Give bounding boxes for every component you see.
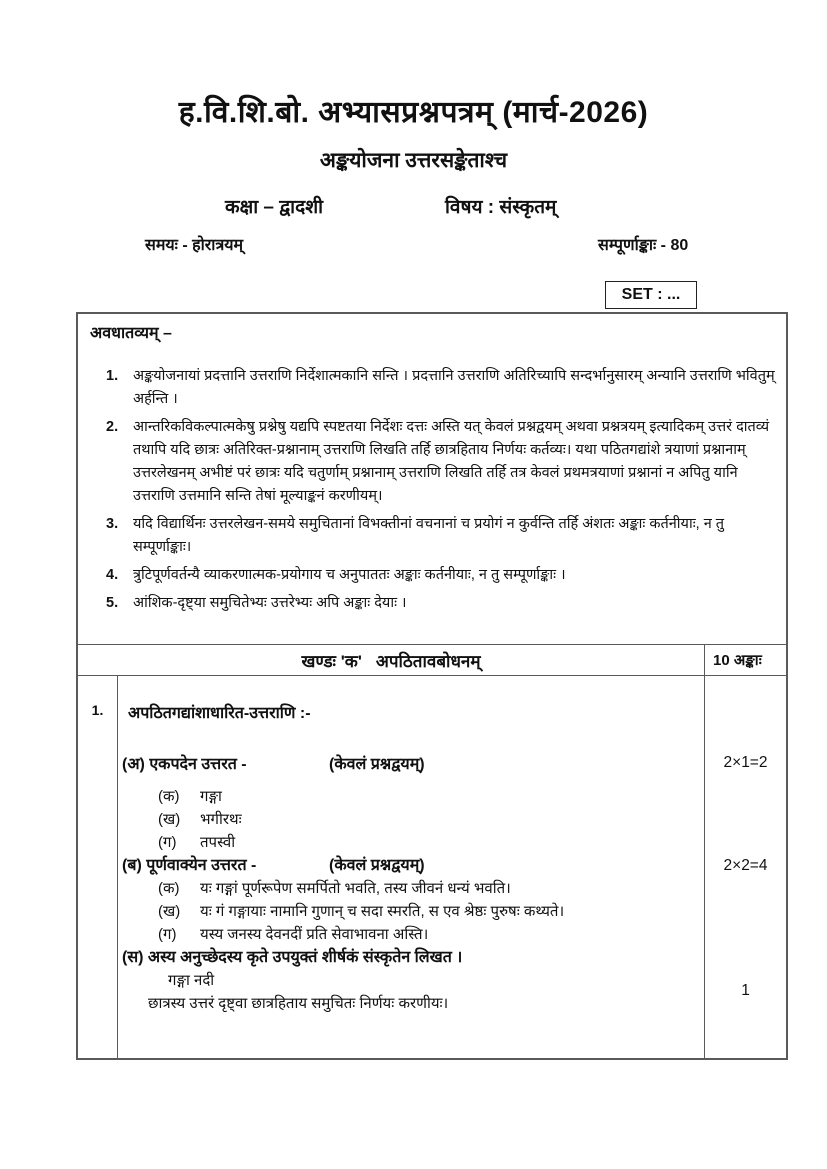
marks-column (704, 676, 786, 1058)
page-subtitle: अङ्कयोजना उत्तरसङ्केताश्च (319, 149, 508, 172)
instruction-item (90, 416, 776, 508)
subject-label: विषय : संस्कृतम् (445, 197, 557, 218)
section-label: खण्डः 'क' (301, 651, 362, 671)
answer-line (122, 808, 700, 831)
section-name: अपठितावबोधनम् (375, 651, 481, 671)
answer-line (122, 831, 700, 854)
answer-line (122, 900, 700, 923)
page-title: ह.वि.शि.बो. अभ्यासप्रश्नपत्रम् (मार्च-2026) (178, 96, 649, 129)
instruction-item (90, 592, 776, 615)
part-a-label (122, 753, 700, 776)
instruction-text: अङ्कयोजनायां प्रदत्तानि उत्तराणि निर्देशात्मकानि सन्ति । प्रदत्तानि उत्तराणि अतिरिच्यापि सन्दर्भानुसारम् अन्यानि उत्तराणि भवितुम् अर्हन्ति । (133, 368, 775, 407)
part-s-label: (स) अस्य अनुच्छेदस्य कृते उपयुक्तं शीर्षकं संस्कृतेन लिखत । (122, 949, 463, 966)
answer-key: (क) (158, 788, 180, 805)
section-title (78, 645, 704, 675)
part-s-note: छात्रस्य उत्तरं दृष्ट्वा छात्रहिताय समुचितः निर्णयः करणीयः। (148, 995, 449, 1012)
instruction-item (90, 513, 776, 559)
instructions-heading: अवधातव्यम् – (90, 325, 172, 342)
answer-key: (ग) (158, 926, 177, 943)
question-row (78, 676, 786, 1058)
part-a-marks: 2×1=2 (723, 754, 768, 771)
instruction-text: यदि विद्यार्थिनः उत्तरलेखन-समये समुचितानां विभक्तीनां वचनानां च प्रयोगं न कुर्वन्ति तर्हि अंशतः अङ्काः कर्तनीयाः, न तु सम्पूर्णाङ्काः। (133, 516, 725, 555)
part-a-label-text: (अ) एकपदेन उत्तरत - (122, 756, 247, 773)
section-marks: 10 अङ्काः (704, 645, 786, 675)
part-s-marks: 1 (741, 982, 750, 999)
section-header-row (78, 645, 786, 676)
instruction-item (90, 564, 776, 587)
question-table (76, 312, 788, 1060)
part-b-label-text: (ब) पूर्णवाक्येन उत्तरत - (122, 857, 257, 874)
instructions-block (78, 314, 786, 645)
part-a-note: (केवलं प्रश्नद्वयम्) (329, 756, 425, 773)
part-s-answer: गङ्गा नदी (168, 972, 215, 989)
answer-text: गङ्गा (200, 788, 222, 805)
answer-key: (ग) (158, 834, 177, 851)
answer-line (122, 877, 700, 900)
question-heading: अपठितगद्यांशाधारित-उत्तराणि :- (128, 705, 311, 722)
answer-line (122, 785, 700, 808)
part-b-marks: 2×2=4 (723, 857, 768, 874)
answer-text: तपस्वी (200, 834, 236, 851)
instruction-number: 4. (106, 567, 119, 583)
instruction-number: 1. (106, 368, 119, 384)
instruction-number: 2. (106, 419, 119, 435)
instruction-number: 5. (106, 595, 119, 611)
part-b-note: (केवलं प्रश्नद्वयम्) (329, 857, 425, 874)
question-content (118, 676, 704, 1058)
instruction-text: आंशिक-दृष्ट्या समुचितेभ्यः उत्तरेभ्यः अपि अङ्काः देयाः । (133, 595, 407, 611)
answer-text: यस्य जनस्य देवनदीं प्रति सेवाभावना अस्ति। (200, 926, 429, 943)
instruction-number: 3. (106, 516, 119, 532)
answer-key: (ख) (158, 811, 181, 828)
class-label: कक्षा – द्वादशी (225, 197, 324, 218)
instructions-list (90, 365, 776, 615)
answer-text: यः गङ्गां पूर्णरूपेण समर्पितो भवति, तस्य जीवनं धन्यं भवति। (200, 880, 511, 897)
question-number: 1. (78, 676, 118, 1058)
set-box: SET : ... (605, 281, 697, 309)
answer-line (122, 923, 700, 946)
answer-key: (ख) (158, 903, 181, 920)
answer-key: (क) (158, 880, 180, 897)
time-label: समयः - होरात्रयम् (145, 237, 244, 254)
instruction-text: त्रुटिपूर्णवर्तन्यै व्याकरणात्मक-प्रयोगाय च अनुपाततः अङ्काः कर्तनीयाः, न तु सम्पूर्णाङ्काः । (133, 567, 566, 583)
answer-text: यः गं गङ्गायाः नामानि गुणान् च सदा स्मरति, स एव श्रेष्ठः पुरुषः कथ्यते। (200, 903, 565, 920)
instruction-item (90, 365, 776, 411)
part-b-label (122, 854, 700, 877)
answer-text: भगीरथः (200, 811, 242, 828)
instruction-text: आन्तरिकविकल्पात्मकेषु प्रश्नेषु यद्यपि स्पष्टतया निर्देशः दत्तः अस्ति यत् केवलं प्रश्नद्वयम् अथवा प्रश्नत्रयम् इत्यादिकम् उत्तरं दातव्यं तथापि यदि छात्रः अतिरिक्त-प्रश्नानाम् उत्तराणि लिखति तर्हि छात्रहिताय निर्णयः कर्तव्यः। यथा पठितगद्यांशे त्रयाणां प्रश्नानाम् उत्तरलेखनम् अभीष्टं परं छात्रः यदि चतुर्णाम् प्रश्नानाम् उत्तराणि लिखति तर्हि तत्र केवलं प्रथमत्रयाणां प्रश्नानां न अपितु यानि उत्तराणि उत्तमानि सन्ति तेषां मूल्याङ्कनं करणीयम्। (133, 419, 770, 504)
total-marks-label: सम्पूर्णाङ्काः - 80 (598, 237, 689, 254)
